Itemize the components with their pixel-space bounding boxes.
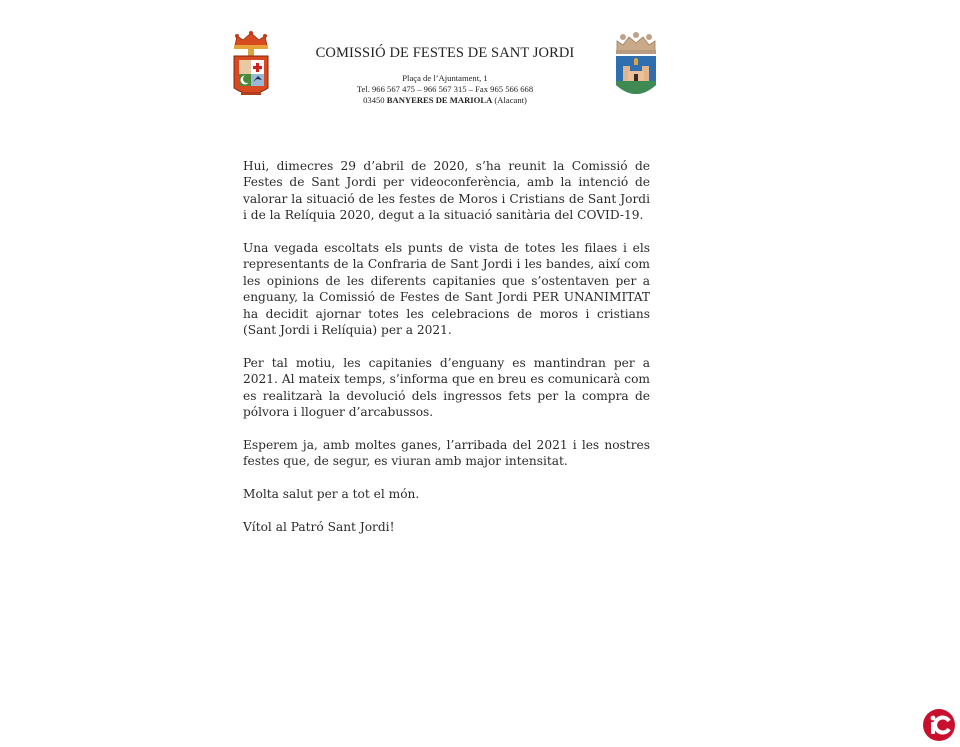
paragraph-meeting: Hui, dimecres 29 d’abril de 2020, s’ha reunit la Comissió de Festes de Sant Jordi per videoconferència, amb la intenció de valorar la situació de les festes de Moros i Cristians de Sant Jordi i de la Relíquia 2020, degut a la situació sanitària del COVID-19. <box>243 159 650 223</box>
paragraph-closing: Vítol al Patró Sant Jordi! <box>243 519 395 534</box>
commission-coat-of-arms-icon <box>229 30 273 102</box>
address-city: 03450 BANYERES DE MARIOLA (Alacant) <box>363 95 527 105</box>
address-phones: Tel. 966 567 475 – 966 567 315 – Fax 965 566 668 <box>356 84 534 94</box>
paragraph-health: Molta salut per a tot el món. <box>243 487 420 502</box>
letter-body <box>243 158 650 552</box>
organization-title: COMISSIÓ DE FESTES DE SANT JORDI <box>315 45 575 61</box>
ic-logo-icon <box>922 708 956 742</box>
address-street: Plaça de l’Ajuntament, 1 <box>402 73 488 83</box>
paragraph-refunds: Per tal motiu, les capitanies d’enguany es mantindran per a 2021. Al mateix temps, s’informa que en breu es comunicarà com es realitzarà la devolució dels ingressos fets per la compra de pólvora i lloguer d’arcabussos. <box>243 355 650 420</box>
paragraph-decision: Una vegada escoltats els punts de vista de totes les filaes i els representants de la Confraria de Sant Jordi i les bandes, així com les opinions de les diferents capitanies que s’ostentaven per a enguany, la Comissió de Festes de Sant Jordi PER UNANIMITAT ha decidit ajornar totes les celebracions de moros i cristians (Sant Jordi i Relíquia) per a 2021. <box>243 241 650 338</box>
town-name: BANYERES DE MARIOLA <box>386 95 493 105</box>
organization-address <box>300 73 590 106</box>
town-coat-of-arms-icon <box>613 31 659 101</box>
paragraph-hope: Esperem ja, amb moltes ganes, l’arribada del 2021 i les nostres festes que, de segur, es viuran amb major intensitat. <box>243 437 650 469</box>
letterhead <box>0 0 960 120</box>
